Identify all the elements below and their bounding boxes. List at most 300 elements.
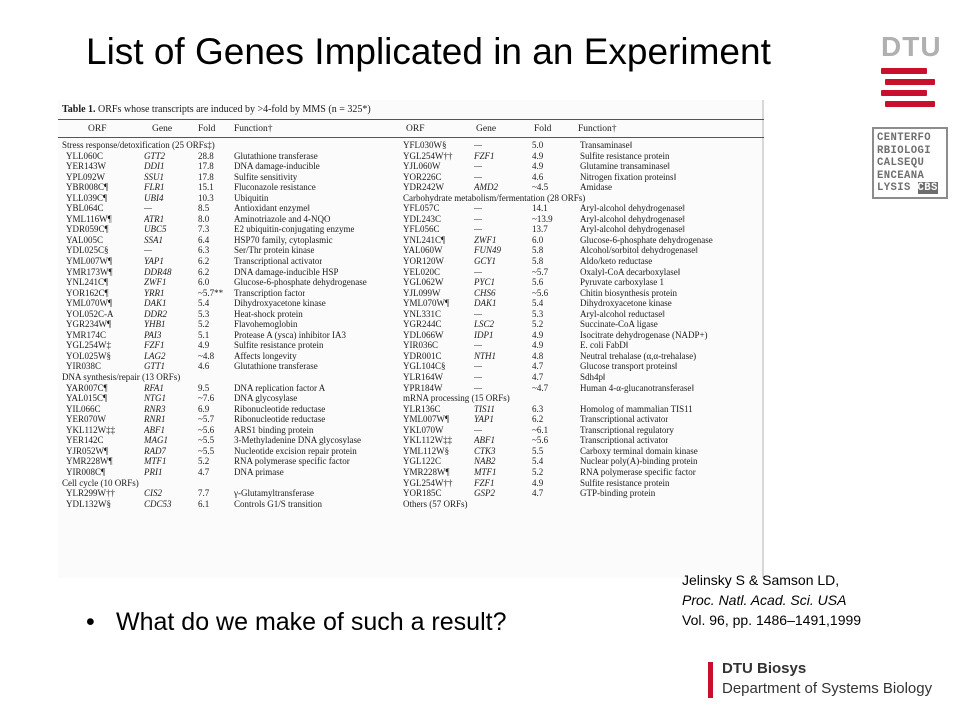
table-row	[58, 288, 764, 299]
cell-function: Oxalyl-CoA decarboxylase‖	[580, 266, 681, 277]
cell-fold: 28.8	[198, 150, 214, 161]
cell-orf: YER143W	[66, 161, 106, 172]
cell-function: Antioxidant enzyme‖	[234, 203, 310, 214]
cell-fold: 5.5	[532, 445, 544, 456]
cell-orf: YPR184W	[403, 382, 443, 393]
cell-orf: YDL243C	[403, 213, 441, 224]
cell-gene: —	[474, 171, 483, 182]
cell-fold: 4.7	[532, 361, 544, 372]
cell-fold: 5.8	[532, 256, 544, 267]
cell-orf: YML007W¶	[403, 414, 450, 425]
cell-orf: YNL331C	[403, 308, 441, 319]
cell-fold: ~4.5	[532, 182, 549, 193]
table-row	[58, 245, 764, 256]
cell-function: Glucose transport proteins‖	[580, 361, 678, 372]
table-section-heading	[58, 393, 764, 404]
table-row	[58, 224, 764, 235]
cell-fold: 4.8	[532, 350, 544, 361]
cell-gene: YRR1	[144, 287, 165, 298]
cell-gene: ABF1	[144, 424, 165, 435]
header-gene-left: Gene	[152, 124, 173, 134]
cell-fold: 5.4	[532, 298, 544, 309]
cell-fold: 17.8	[198, 161, 214, 172]
cell-orf: YLL039C¶	[66, 192, 108, 203]
cell-orf: YOR162C¶	[66, 287, 109, 298]
cell-fold: 6.2	[532, 414, 544, 425]
header-fold-left: Fold	[198, 124, 216, 134]
cell-gene: FUN49	[474, 245, 501, 256]
cell-orf: YGR244C	[403, 319, 442, 330]
table-row	[58, 467, 764, 478]
cell-orf: YJR052W¶	[66, 445, 109, 456]
cell-function: Sdh4p‖	[580, 372, 606, 383]
cell-orf: YDR242W	[403, 182, 444, 193]
cell-fold: ~4.7	[532, 382, 549, 393]
cell-function: Nuclear poly(A)-binding protein	[580, 456, 698, 467]
cell-function: Aryl-alcohol reductase‖	[580, 308, 665, 319]
cell-gene: —	[474, 382, 483, 393]
cell-function: Glucose-6-phosphate dehydrogenase	[234, 277, 367, 288]
cell-orf: YFL030W§	[403, 140, 447, 150]
table-row	[58, 182, 764, 193]
cell-orf: YGL062W	[403, 277, 444, 288]
cell-fold: 13.7	[532, 224, 548, 235]
cell-function: Controls G1/S transition	[234, 498, 323, 509]
cell-fold: ~5.7	[198, 414, 215, 425]
cell-fold: 5.4	[198, 298, 210, 309]
cell-fold: 6.2	[198, 266, 210, 277]
cell-gene: FZF1	[474, 477, 495, 488]
cell-orf: YEL020C	[403, 266, 440, 277]
cell-gene: UBI4	[144, 192, 164, 203]
cell-gene: MTF1	[474, 466, 497, 477]
cell-gene: MTF1	[144, 456, 167, 467]
cell-fold: ~4.8	[198, 350, 215, 361]
cbs-logo-line: ENCEANA	[877, 169, 925, 182]
cell-function: Pyruvate carboxylase 1	[580, 277, 664, 288]
cell-fold: 4.6	[198, 361, 210, 372]
cell-gene: NAB2	[474, 456, 496, 467]
cell-fold: 5.2	[532, 466, 544, 477]
cell-gene: RAD7	[144, 445, 166, 456]
table-row	[58, 351, 764, 362]
cell-gene: LAG2	[144, 350, 166, 361]
cell-gene: UBC5	[144, 224, 167, 235]
cell-orf: YER070W	[66, 414, 106, 425]
cell-gene: NTH1	[474, 350, 497, 361]
cell-function: Sulfite resistance protein	[580, 477, 670, 488]
header-orf-right: ORF	[406, 124, 425, 134]
cell-fold: 5.0	[532, 140, 544, 150]
cell-function: Flavohemoglobin	[234, 319, 298, 330]
header-function-right: Function†	[578, 124, 617, 134]
cell-fold: 4.9	[532, 340, 544, 351]
dtu-logo	[881, 31, 942, 112]
cell-fold: 5.1	[198, 329, 210, 340]
cell-fold: 4.6	[532, 171, 544, 182]
cell-gene: YAP1	[474, 414, 494, 425]
cell-gene: CTK3	[474, 445, 496, 456]
cell-function: DNA damage-inducible HSP	[234, 266, 339, 277]
cell-orf: YML007W¶	[66, 256, 113, 267]
cell-function: Transcriptional activator	[580, 414, 669, 425]
cell-function: Glucose-6-phosphate dehydrogenase	[580, 234, 713, 245]
cell-orf: YDL066W	[403, 329, 444, 340]
cell-orf: YFL056C	[403, 224, 440, 235]
table-row	[58, 414, 764, 425]
cell-gene: NTG1	[144, 393, 167, 404]
cell-gene: DAK1	[144, 298, 167, 309]
cell-function: Ribonucleotide reductase	[234, 403, 326, 414]
reference-authors: Jelinsky S & Samson LD,	[682, 572, 840, 588]
cell-orf: YOR120W	[403, 256, 444, 267]
cell-fold: 4.9	[532, 477, 544, 488]
reference-volume: Vol. 96, pp. 1486–1491,1999	[682, 612, 862, 628]
cell-gene: ZWF1	[144, 277, 167, 288]
cell-gene: —	[474, 224, 483, 235]
footer-red-bar	[708, 662, 713, 698]
table-row	[58, 235, 764, 246]
table-row	[58, 309, 764, 320]
cell-function: Alcohol/sorbitol dehydrogenase‖	[580, 245, 698, 256]
cell-fold: ~5.7	[532, 266, 549, 277]
bullet-text: What do we make of such a result?	[116, 608, 507, 636]
cell-gene: —	[474, 340, 483, 351]
cell-function: Glutathione transferase	[234, 361, 318, 372]
cell-fold: 4.9	[198, 340, 210, 351]
cell-fold: 5.2	[198, 319, 210, 330]
cell-gene: ATR1	[144, 213, 165, 224]
section-label: Carbohydrate metabolism/fermentation (28 ORFs)	[403, 192, 586, 203]
cell-function: E. coli FabD‖	[580, 340, 629, 351]
cell-orf: YER142C	[66, 435, 104, 446]
table-row	[58, 330, 764, 341]
cell-function: Sulfite resistance protein	[580, 150, 670, 161]
table-row	[58, 404, 764, 415]
cell-fold: 5.2	[198, 456, 210, 467]
table-row	[58, 151, 764, 162]
table-row	[58, 277, 764, 288]
cell-orf: YIR036C	[403, 340, 439, 351]
gene-table-image	[58, 100, 764, 578]
cell-gene: GCY1	[474, 256, 497, 267]
cell-fold: 4.9	[532, 161, 544, 172]
cell-fold: 14.1	[532, 203, 548, 214]
cell-fold: 4.7	[198, 466, 210, 477]
cell-orf: YFL057C	[403, 203, 440, 214]
cell-orf: YLR164W	[403, 372, 443, 383]
cell-orf: YGL122C	[403, 456, 441, 467]
table-section-heading	[58, 499, 764, 510]
cell-fold: 4.9	[532, 329, 544, 340]
cell-orf: YOL025W§	[66, 350, 111, 361]
bullet-item	[86, 606, 506, 638]
cell-fold: 6.4	[198, 234, 210, 245]
cell-orf: YKL070W	[403, 424, 444, 435]
cell-fold: 8.0	[198, 213, 210, 224]
cell-orf: YKL112W‡‡	[66, 424, 116, 435]
slide-title: List of Genes Implicated in an Experiment	[86, 31, 771, 72]
cell-orf: YDL132W§	[66, 498, 111, 509]
table-row	[58, 319, 764, 330]
cell-fold: 5.3	[532, 308, 544, 319]
cell-fold: ~5.5	[198, 445, 215, 456]
table-top-rule	[58, 119, 764, 120]
cell-function: Aryl-alcohol dehydrogenase‖	[580, 224, 685, 235]
cell-gene: —	[474, 213, 483, 224]
table-caption-label: Table 1.	[62, 104, 96, 115]
cell-orf: YML112W§	[403, 445, 450, 456]
cell-function: Protease A (ysca) inhibitor IA3	[234, 329, 346, 340]
cell-fold: 6.3	[532, 403, 544, 414]
table-row	[58, 488, 764, 499]
table-row	[58, 361, 764, 372]
cell-fold: 5.8	[532, 245, 544, 256]
cell-function: Transcriptional regulatory	[580, 424, 674, 435]
cell-function: DNA primase	[234, 466, 284, 477]
cell-gene: TIS11	[474, 403, 495, 414]
section-label: Stress response/detoxification (25 ORFs‡)	[62, 140, 215, 150]
cell-function: E2 ubiquitin-conjugating enzyme	[234, 224, 355, 235]
cell-function: Glutathione transferase	[234, 150, 318, 161]
cell-fold: ~5.5	[198, 435, 215, 446]
cell-gene: FZF1	[474, 150, 495, 161]
section-label: DNA synthesis/repair (13 ORFs)	[62, 372, 181, 383]
cell-orf: YKL112W‡‡	[403, 435, 453, 446]
cell-gene: —	[474, 308, 483, 319]
cell-function: Aryl-alcohol dehydrogenase‖	[580, 203, 685, 214]
cell-fold: ~5.6	[198, 424, 215, 435]
cell-gene: DDI1	[144, 161, 165, 172]
cell-orf: YAL060W	[403, 245, 443, 256]
cell-fold: ~5.6	[532, 287, 549, 298]
cell-function: RNA polymerase specific factor	[580, 466, 696, 477]
cell-fold: 6.2	[198, 256, 210, 267]
bullet-dot: •	[86, 608, 95, 636]
cell-orf: YML070W¶	[66, 298, 113, 309]
cell-function: Dihydroxyacetone kinase	[580, 298, 672, 309]
cell-function: Glutamine transaminase‖	[580, 161, 670, 172]
cell-function: Fluconazole resistance	[234, 182, 316, 193]
cell-gene: —	[474, 361, 483, 372]
cell-gene: YAP1	[144, 256, 164, 267]
cell-fold: 7.3	[198, 224, 210, 235]
cell-function: Nucleotide excision repair protein	[234, 445, 357, 456]
cell-orf: YGL254W‡	[66, 340, 111, 351]
table-row	[58, 340, 764, 351]
cell-function: Ribonucleotide reductase	[234, 414, 326, 425]
cell-gene: —	[474, 203, 483, 214]
cell-gene: —	[144, 203, 153, 214]
cell-gene: SSA1	[144, 234, 163, 245]
cell-orf: YGL254W††	[403, 477, 453, 488]
dtu-logo-text: DTU	[881, 31, 942, 62]
cell-gene: RNR1	[144, 414, 166, 425]
cell-gene: CIS2	[144, 488, 162, 499]
cell-gene: DDR48	[144, 266, 172, 277]
cbs-logo-line: RBIOLOGI	[877, 144, 932, 157]
cell-fold: 5.2	[532, 319, 544, 330]
cell-function: Transcription factor	[234, 287, 306, 298]
cell-function: Homolog of mammalian TIS11	[580, 403, 693, 414]
cell-function: DNA damage-inducible	[234, 161, 320, 172]
cell-gene: PYC1	[474, 277, 496, 288]
cell-gene: FZF1	[144, 340, 165, 351]
cell-orf: YMR228W¶	[66, 456, 113, 467]
cell-gene: GTT1	[144, 361, 166, 372]
cell-orf: YJL099W	[403, 287, 441, 298]
cell-fold: ~7.6	[198, 393, 215, 404]
cell-function: Ubiquitin	[234, 192, 269, 203]
section-label: Others (57 ORFs)	[403, 498, 468, 509]
cell-gene: IDP1	[474, 329, 494, 340]
cell-fold: ~13.9	[532, 213, 553, 224]
reference	[682, 570, 861, 630]
cell-fold: 5.3	[198, 308, 210, 319]
cell-gene: DAK1	[474, 298, 497, 309]
table-row	[58, 425, 764, 436]
footer-org: DTU Biosys	[722, 660, 807, 677]
cell-gene: ZWF1	[474, 234, 497, 245]
cell-fold: 5.4	[532, 456, 544, 467]
cell-function: 3-Methyladenine DNA glycosylase	[234, 435, 361, 446]
cell-orf: YAL005C	[66, 234, 104, 245]
cell-function: RNA polymerase specific factor	[234, 456, 350, 467]
cell-gene: MAG1	[144, 435, 168, 446]
cell-function: HSP70 family, cytoplasmic	[234, 234, 333, 245]
cell-orf: YBR008C¶	[66, 182, 109, 193]
cell-orf: YIR038C	[66, 361, 102, 372]
cell-gene: DDR2	[144, 308, 167, 319]
cbs-logo-line: CENTERFO	[877, 132, 932, 144]
cell-orf: YDR059C¶	[66, 224, 109, 235]
table-header-rule	[58, 137, 764, 138]
cell-gene: RFA1	[144, 382, 164, 393]
cell-fold: 4.7	[532, 488, 544, 499]
cell-orf: YIR008C¶	[66, 466, 106, 477]
cell-fold: 6.0	[198, 277, 210, 288]
cell-function: Heat-shock protein	[234, 308, 303, 319]
cell-fold: ~6.1	[532, 424, 549, 435]
cell-function: ARS1 binding protein	[234, 424, 314, 435]
cell-fold: 15.1	[198, 182, 214, 193]
table-row	[58, 372, 764, 383]
cell-orf: YMR173W¶	[66, 266, 113, 277]
table-row	[58, 456, 764, 467]
cell-gene: —	[474, 424, 483, 435]
table-row	[58, 214, 764, 225]
cell-fold: 9.5	[198, 382, 210, 393]
table-row	[58, 298, 764, 309]
cell-gene: —	[474, 140, 483, 150]
cell-fold: 4.9	[532, 150, 544, 161]
cell-function: Transaminase‖	[580, 140, 633, 150]
cell-function: Sulfite sensitivity	[234, 171, 298, 182]
cell-fold: 5.6	[532, 277, 544, 288]
cell-gene: GSP2	[474, 488, 495, 499]
cell-gene: LSC2	[474, 319, 495, 330]
cell-orf: YNL241C¶	[403, 234, 446, 245]
cell-gene: —	[144, 245, 153, 256]
cell-fold: 6.3	[198, 245, 210, 256]
cell-orf: YBL064C	[66, 203, 104, 214]
cell-function: Isocitrate dehydrogenase (NADP+)	[580, 329, 708, 340]
cell-orf: YGL104C§	[403, 361, 446, 372]
section-label: mRNA processing (15 ORFs)	[403, 393, 510, 404]
dtu-logo-stripes	[881, 68, 937, 107]
cell-orf: YOL052C-A	[66, 308, 114, 319]
cell-function: Aminotriazole and 4-NQO	[234, 213, 331, 224]
cell-gene: CHS6	[474, 287, 496, 298]
cell-fold: ~5.6	[532, 435, 549, 446]
cell-gene: ABF1	[474, 435, 495, 446]
cell-gene: PRI1	[144, 466, 163, 477]
cell-orf: YML070W¶	[403, 298, 450, 309]
cell-orf: YIL066C	[66, 403, 101, 414]
table-row	[58, 203, 764, 214]
cell-orf: YMR174C	[66, 329, 107, 340]
cell-orf: YOR185C	[403, 488, 442, 499]
table-caption	[62, 104, 371, 115]
cell-orf: YPL092W	[66, 171, 105, 182]
table-row	[58, 383, 764, 394]
table-caption-text: ORFs whose transcripts are induced by >4-fold by MMS (n = 325*)	[98, 104, 371, 115]
cell-gene: —	[474, 372, 483, 383]
cell-orf: YMR228W¶	[403, 466, 450, 477]
header-fold-right: Fold	[534, 124, 552, 134]
header-gene-right: Gene	[476, 124, 497, 134]
cbs-logo	[872, 127, 948, 199]
cell-gene: FLR1	[144, 182, 165, 193]
header-orf-left: ORF	[88, 124, 107, 134]
table-row	[58, 172, 764, 183]
cell-gene: GTT2	[144, 150, 166, 161]
cell-function: Transcriptional activator	[234, 256, 323, 267]
cell-function: Carboxy terminal domain kinase	[580, 445, 698, 456]
cell-orf: YML116W¶	[66, 213, 112, 224]
cell-function: Transcriptional activator	[580, 435, 669, 446]
cell-function: Aryl-alcohol dehydrogenase‖	[580, 213, 685, 224]
cell-gene: CDC53	[144, 498, 172, 509]
cell-fold: 8.5	[198, 203, 210, 214]
cell-function: GTP-binding protein	[580, 488, 656, 499]
cell-orf: YLR299W††	[66, 488, 115, 499]
table-row	[58, 267, 764, 278]
cell-fold: 6.9	[198, 403, 210, 414]
section-label: Cell cycle (10 ORFs)	[62, 477, 139, 488]
cell-function: Amidase	[580, 182, 612, 193]
footer-dept: Department of Systems Biology	[722, 680, 933, 697]
cell-function: γ-Glutamyltransferase	[234, 488, 314, 499]
table-section-heading	[58, 193, 764, 204]
cell-orf: YDR001C	[403, 350, 442, 361]
cell-gene: —	[474, 266, 483, 277]
table-row	[58, 256, 764, 267]
table-row	[58, 161, 764, 172]
cell-function: Human 4-α-glucanotransferase‖	[580, 382, 694, 393]
cell-orf: YLR136C	[403, 403, 441, 414]
table-row	[58, 478, 764, 489]
cell-gene: PAI3	[144, 329, 162, 340]
cell-function: Sulfite resistance protein	[234, 340, 324, 351]
cell-function: Ser/Thr protein kinase	[234, 245, 315, 256]
cell-function: DNA glycosylase	[234, 393, 298, 404]
cell-function: Chitin biosynthesis protein	[580, 287, 678, 298]
table-row	[58, 435, 764, 446]
cell-fold: 7.7	[198, 488, 210, 499]
cell-gene: —	[474, 161, 483, 172]
cell-function: DNA replication factor A	[234, 382, 326, 393]
